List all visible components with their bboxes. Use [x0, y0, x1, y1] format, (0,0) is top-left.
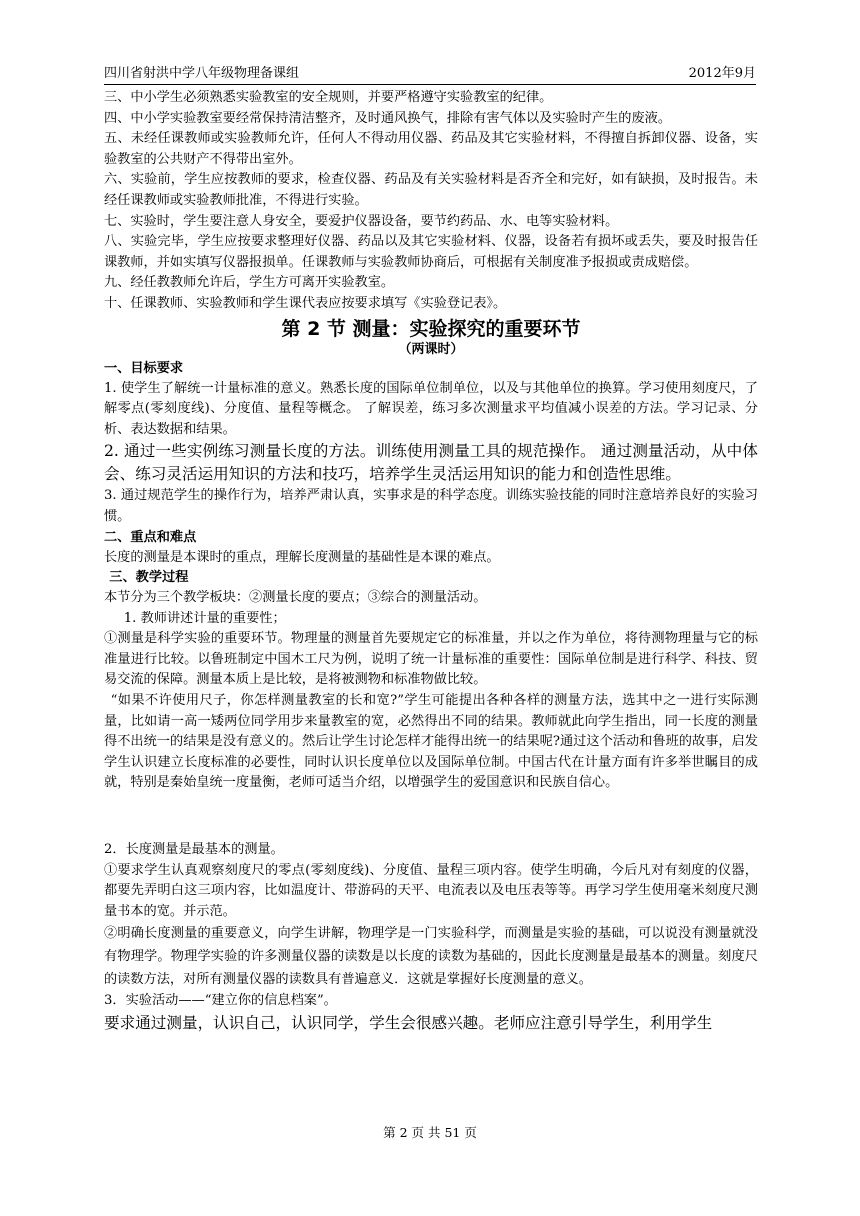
blank-gap — [104, 794, 758, 840]
rule-8: 八、实验完毕，学生应按要求整理好仪器、药品以及其它实验材料、仪器，设备若有损坏或丢失，要及时报告任课教师，并如实填写仪器报损单。任课教师与实验教师协商后，可根据有关制度准予报损或责成赔偿。 — [104, 234, 758, 270]
item1-paragraph-2: “如果不许使用尺子，你怎样测量教室的长和宽?”学生可能提出各种各样的测量方法，选其中之一进行实际测量，比如请一高一矮两位同学用步来量教室的宽，必然得出不同的结果。教师就此向学生指出，同一长度的测量得不出统一的结果是没有意义的。然后让学生讨论怎样才能得出统一的结果呢?通过这个活动和鲁班的故事，启发学生认识建立长度标准的必要性，同时认识长度单位以及国际单位制。中国古代在计量方面有许多举世瞩目的成就，特别是秦始皇统一度量衡，老师可适当介绍，以增强学生的爱国意识和民族自信心。 — [104, 693, 758, 791]
item2-title: 2．长度测量是最基本的测量。 — [104, 842, 284, 858]
item3-paragraph-1: 要求通过测量，认识自己，认识同学，学生会很感兴趣。老师应注意引导学生，利用学生 — [104, 1014, 713, 1032]
goals-heading: 一、目标要求 — [104, 360, 184, 376]
header-date: 2012年9月 — [688, 66, 756, 81]
section-title: 第 2 节 测量：实验探究的重要环节 — [281, 317, 581, 340]
process-intro: 本节分为三个教学板块：②测量长度的要点；③综合的测量活动。 — [104, 590, 487, 606]
page-footer: 第 2 页 共 51 页 — [383, 1125, 477, 1140]
goal-2: 2. 通过一些实例练习测量长度的方法。训练使用测量工具的规范操作。 通过测量活动，从中体会、练习灵活运用知识的方法和技巧，培养学生灵活运用知识的能力和创造性思维。 — [104, 442, 758, 484]
section-subtitle: （两课时） — [398, 341, 464, 357]
rule-3: 三、中小学生必须熟悉实验教室的安全规则，并要严格遵守实验教室的纪律。 — [104, 90, 553, 105]
rule-5: 五、未经任课教师或实验教师允许，任何人不得动用仪器、药品及其它实验材料，不得擅自拆卸仪器、设备，实验教室的公共财产不得带出室外。 — [104, 131, 758, 167]
rule-4: 四、中小学实验教室要经常保持清洁整齐，及时通风换气，排除有害气体以及实验时产生的废液。 — [104, 110, 672, 126]
goal-1: 1. 使学生了解统一计量标准的意义。熟悉长度的国际单位制单位，以及与其他单位的换算。学习使用刻度尺，了解零点(零刻度线)、分度值、量程等概念。 了解误差，练习多次测量求平均值减小误差的方法。学习记录、分析、表达数据和结果。 — [104, 380, 758, 437]
item2-paragraph-1: ①要求学生认真观察刻度尺的零点(零刻度线)、分度值、量程三项内容。使学生明确，今后凡对有刻度的仪器，都要先弄明白这三项内容，比如温度计、带游码的天平、电流表以及电压表等等。再学习学生使用毫米刻度尺测量书本的宽。并示范。 — [104, 862, 758, 919]
rule-10: 十、任课教师、实验教师和学生课代表应按要求填写《实验登记表》。 — [104, 295, 507, 311]
page-header — [104, 60, 756, 85]
keypoints-text: 长度的测量是本课时的重点，理解长度测量的基础性是本课的难点。 — [104, 549, 500, 565]
rule-7: 七、实验时，学生要注意人身安全，要爱护仪器设备，要节约药品、水、电等实验材料。 — [104, 213, 619, 229]
item1-title: 1. 教师讲述计量的重要性； — [123, 610, 286, 626]
item3-title: 3．实验活动——“建立你的信息档案”。 — [104, 993, 337, 1009]
item1-paragraph-1: ①测量是科学实验的重要环节。物理量的测量首先要规定它的标准量，并以之作为单位，将待测物理量与它的标准量进行比较。以鲁班制定中国木工尺为例，说明了统一计量标准的重要性：国际单位制是进行科学、科技、贸易交流的保障。测量本质上是比较，是将被测物和标准物做比较。 — [104, 631, 758, 688]
page-content — [104, 88, 758, 1035]
goal-3: 3. 通过规范学生的操作行为，培养严肃认真，实事求是的科学态度。训练实验技能的同时注意培养良好的实验习惯。 — [104, 488, 758, 524]
header-school: 四川省射洪中学八年级物理备课组 — [104, 66, 300, 81]
rule-6: 六、实验前，学生应按教师的要求，检查仪器、药品及有关实验材料是否齐全和完好，如有缺损，及时报告。未经任课教师或实验教师批准，不得进行实验。 — [104, 172, 758, 208]
rule-9: 九、经任教教师允许后，学生方可离开实验教室。 — [104, 275, 395, 291]
process-heading: 三、教学过程 — [109, 570, 189, 586]
keypoints-heading: 二、重点和难点 — [104, 529, 197, 545]
item2-paragraph-2: ②明确长度测量的重要意义，向学生讲解，物理学是一门实验科学，而测量是实验的基础，可以说没有测量就没有物理学。物理学实验的许多测量仪器的读数是以长度的读数为基础的，因此长度测量是最基本的测量。刻度尺的读数方法，对所有测量仪器的读数具有普遍意义．这就是掌握好长度测量的意义。 — [104, 926, 758, 988]
